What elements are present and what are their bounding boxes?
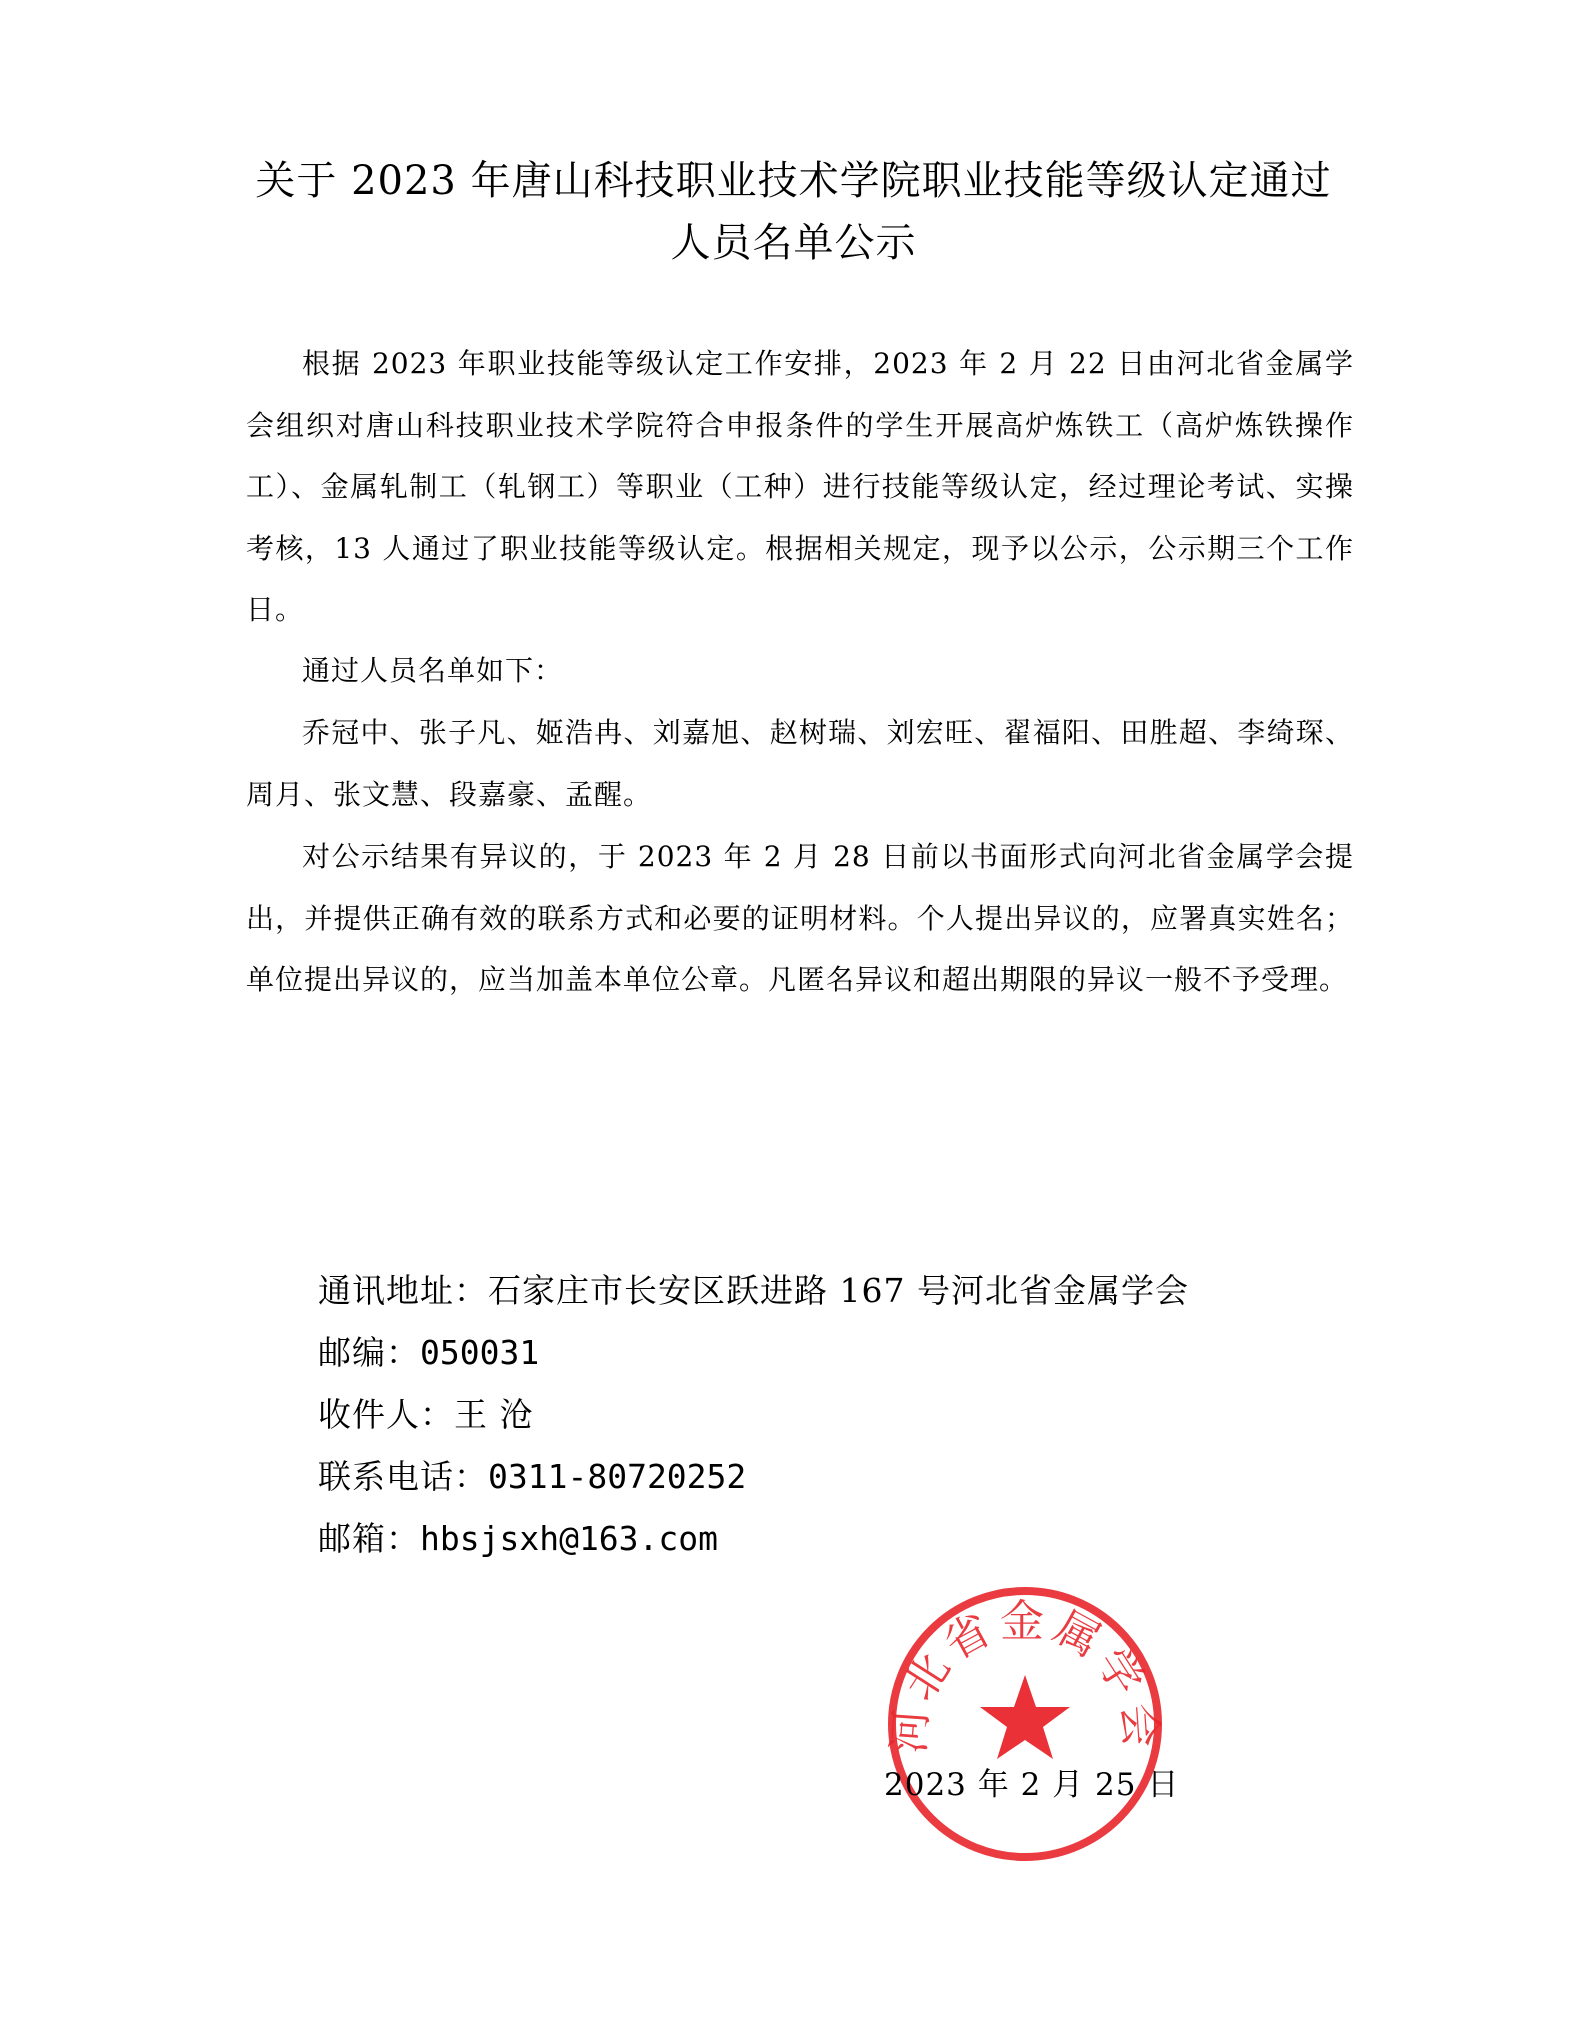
address-label: 通讯地址：: [318, 1271, 488, 1310]
recipient-value: 王 沧: [454, 1395, 534, 1434]
postcode-label: 邮编：: [318, 1333, 420, 1372]
contact-block: [318, 1260, 1189, 1570]
email-label: 邮箱：: [318, 1519, 420, 1558]
paragraph-list-heading: 通过人员名单如下：: [302, 654, 564, 687]
official-seal-stamp: [884, 1583, 1166, 1865]
phone-label: 联系电话：: [318, 1457, 488, 1496]
paragraph-objection: 对公示结果有异议的，于 2023 年 2 月 28 日前以书面形式向河北省金属学会提出，并提供正确有效的联系方式和必要的证明材料。个人提出异议的，应署真实姓名；单位提出异议的，应当加盖本单位公章。凡匿名异议和超出期限的异议一般不予受理。: [246, 840, 1354, 996]
email-value: hbsjsxh@163.com: [420, 1519, 719, 1558]
paragraph-name-list: 乔冠中、张子凡、姬浩冉、刘嘉旭、赵树瑞、刘宏旺、翟福阳、田胜超、李绮琛、周月、张文慧、段嘉豪、孟醒。: [246, 716, 1354, 811]
seal-text: 河北省金属学会: [884, 1596, 1166, 1755]
contact-address: [318, 1260, 1189, 1322]
star-icon: [980, 1675, 1070, 1759]
recipient-label: 收件人：: [318, 1395, 454, 1434]
contact-phone: [318, 1446, 1189, 1508]
document-title-line1: 关于 2023 年唐山科技职业技术学院职业技能等级认定通过: [255, 158, 1332, 204]
contact-email: [318, 1508, 1189, 1570]
paragraph-intro: 根据 2023 年职业技能等级认定工作安排，2023 年 2 月 22 日由河北省金属学会组织对唐山科技职业技术学院符合申报条件的学生开展高炉炼铁工（高炉炼铁操作工）、金属轧制工（轧钢工）等职业（工种）进行技能等级认定，经过理论考试、实操考核，13 人通过了职业技能等级认定。根据相关规定，现予以公示，公示期三个工作日。: [246, 347, 1354, 626]
phone-value: 0311-80720252: [488, 1457, 747, 1496]
address-value: 石家庄市长安区跃进路 167 号河北省金属学会: [488, 1271, 1189, 1310]
document-title-line2: 人员名单公示: [670, 220, 917, 266]
contact-recipient: [318, 1384, 1189, 1446]
postcode-value: 050031: [420, 1333, 540, 1372]
document-date: 2023 年 2 月 25 日: [884, 1767, 1180, 1803]
contact-postcode: [318, 1322, 1189, 1384]
